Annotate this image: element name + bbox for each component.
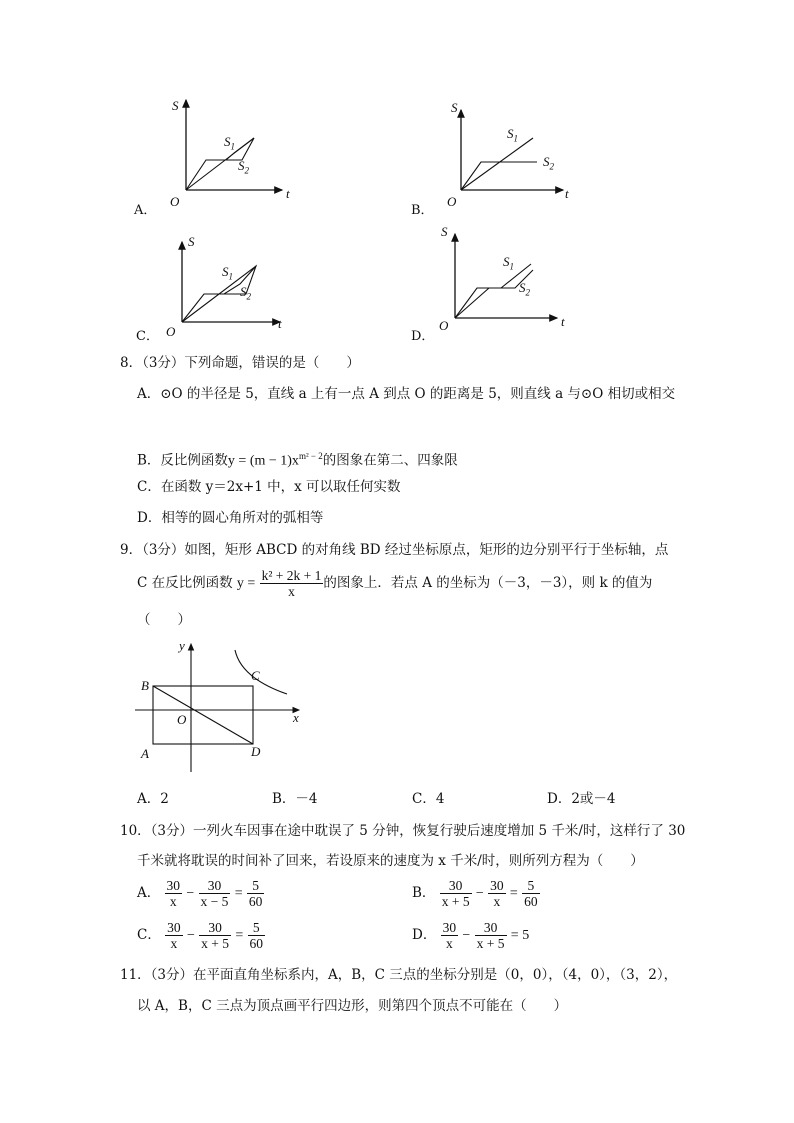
q10-option-a: A． $\frac{30}{x}$ − $\frac{30}{x - 5}$ = $\frac{5}{60}$	[137, 878, 263, 909]
s2-curve	[461, 162, 537, 190]
q11-line1: 11．（3分）在平面直角坐标系内，A，B，C 三点的坐标分别是（0，0），（4，0），（3，2），	[120, 967, 678, 983]
origin-label: O	[170, 194, 180, 209]
q8-option-d: D．相等的圆心角所对的弧相等	[137, 510, 324, 526]
q11-line2: 以 A，B，C 三点为顶点画平行四边形，则第四个顶点不可能在（ ）	[137, 998, 568, 1014]
graph-c: C． S t O $S_1$ $S_2$	[130, 228, 310, 348]
s-axis-label: S	[172, 98, 179, 113]
graph-a-svg	[130, 90, 310, 220]
t-axis-label: t	[286, 186, 290, 201]
option-b-letter: B．	[411, 203, 434, 218]
hyperbola-branch	[235, 650, 287, 694]
s2-label: $S_2$	[543, 154, 554, 172]
s1-curve	[461, 138, 533, 190]
graph-d: D． S t O $S_1$ $S_2$	[405, 222, 595, 348]
q9-line1: 9．（3分）如图，矩形 ABCD 的对角线 BD 经过坐标原点，矩形的边分别平行于坐标轴，点	[120, 542, 669, 558]
q9-figure: y x O B C A D	[135, 638, 315, 778]
q8-option-a: A．⊙O 的半径是 5，直线 a 上有一点 A 到点 O 的距离是 5，则直线 a 与⊙O 相切或相交	[137, 386, 676, 402]
q10-option-c: C． $\frac{30}{x}$ − $\frac{30}{x + 5}$ = $\frac{5}{60}$	[137, 920, 264, 951]
q10-line1: 10．（3分）一列火车因事在途中耽误了 5 分钟，恢复行驶后速度增加 5 千米/时，这样行了 30	[120, 823, 686, 839]
q9-choice-d: D．2或－4	[547, 791, 616, 807]
s1-label: $S_1$	[503, 254, 514, 272]
option-d-letter: D．	[411, 329, 435, 344]
s1-label: $S_1$	[507, 126, 518, 144]
graph-a	[130, 90, 310, 220]
q9-figure-svg	[135, 638, 315, 778]
graph-b: B． S t O $S_1$ $S_2$	[405, 90, 595, 220]
q10-option-b: B． $\frac{30}{x + 5}$ − $\frac{30}{x}$ = $\frac{5}{60}$	[412, 878, 538, 909]
q9-choice-c: C．4	[412, 791, 445, 807]
q10-option-d: D． $\frac{30}{x}$ − $\frac{30}{x + 5}$ = 5	[412, 920, 530, 951]
option-c-letter: C．	[136, 329, 159, 344]
q9-paren: （ ）	[137, 612, 191, 628]
s2-label: $S_2$	[238, 158, 249, 176]
q9-choice-a: A．2	[137, 791, 169, 807]
k-fraction: $\frac{\text{k² + 2k + 1}}{x}$	[261, 568, 322, 599]
s1-label: $S_1$	[222, 264, 233, 282]
q9-line2: C 在反比例函数 y = $\frac{\text{k² + 2k + 1}}{x}$ 的图象上．若点 A 的坐标为（－3，－3），则 k 的值为	[137, 568, 653, 599]
q9-choice-b: B．－4	[272, 791, 318, 807]
q8-stem: 8．（3分）下列命题，错误的是（ ）	[120, 355, 360, 371]
s2-label: $S_2$	[519, 280, 530, 298]
s2-label: $S_2$	[240, 284, 251, 302]
s1-label: $S_1$	[224, 134, 235, 152]
q8-option-b: B．反比例函数$y = (m - 1)x^{m^2 - 2}$的图象在第二、四象限	[137, 451, 458, 469]
option-a-letter: A．	[134, 203, 157, 218]
q8-option-c: C．在函数 y＝2x+1 中，x 可以取任何实数	[137, 479, 401, 495]
diagonal-bd	[153, 686, 253, 744]
q10-line2: 千米就将耽误的时间补了回来，若设原来的速度为 x 千米/时，则所列方程为（ ）	[137, 853, 644, 869]
